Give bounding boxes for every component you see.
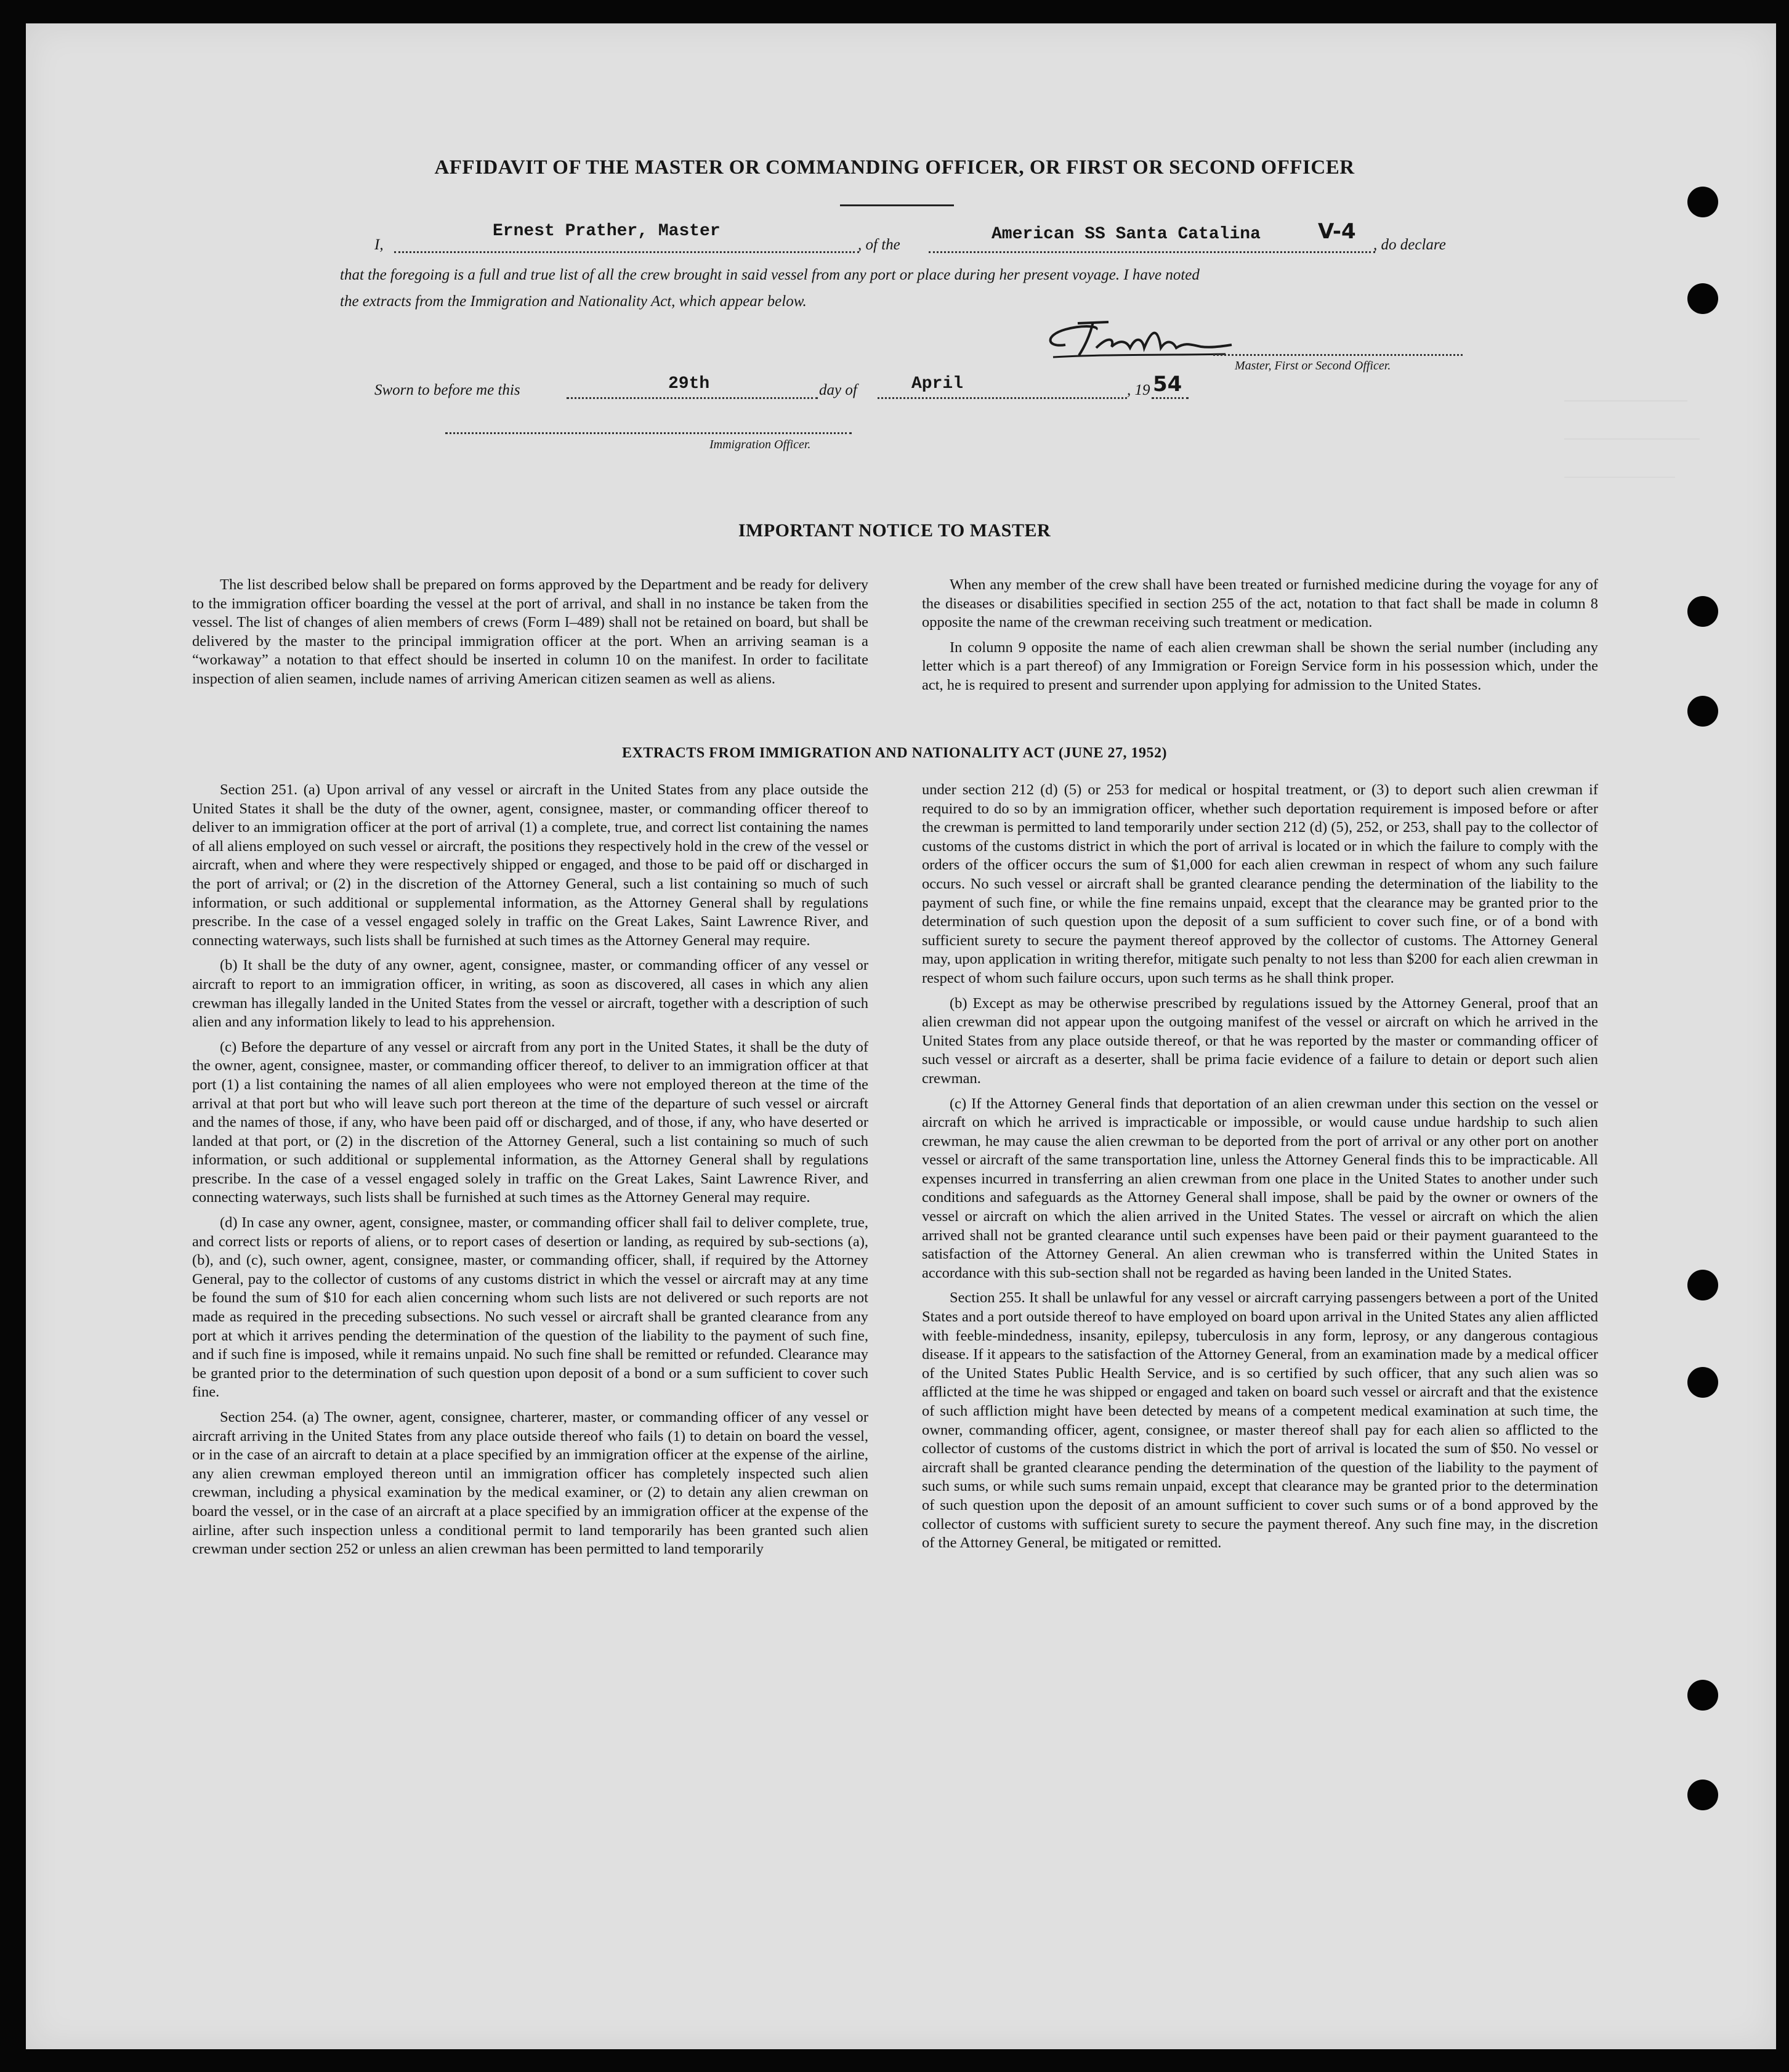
- notice-paragraph: In column 9 opposite the name of each alien crewman shall be shown the serial number (including any letter which is a part thereof) of any Immigration or Foreign Service form in his possession which, under the act, he is required to present and surrender upon applying for admission to the United States.: [922, 639, 1598, 693]
- name-line: [394, 251, 859, 253]
- notice-right-column: [922, 576, 1598, 701]
- punch-hole: [1687, 1680, 1718, 1711]
- sworn-day: 29th: [668, 374, 710, 393]
- declaration-line-2: that the foregoing is a full and true list of all the crew brought in said vessel from any port or place during her present voyage. I have noted: [340, 267, 1200, 283]
- punch-hole: [1687, 596, 1718, 627]
- master-signature: [1041, 311, 1244, 366]
- immigration-officer-line: [445, 432, 852, 434]
- extract-paragraph: (b) It shall be the duty of any owner, agent, consignee, master, or commanding officer of any vessel or aircraft to report to an immigration officer, in writing, as soon as discovered, all cases in which any alien crewman has illegally landed in the United States from the vessel or aircraft, together with a description of such alien and any information likely to lead to his apprehension.: [192, 957, 868, 1031]
- notice-paragraph: The list described below shall be prepared on forms approved by the Department and be ready for delivery to the immigration officer boarding the vessel at the port of arrival, and shall in no instance be taken from the vessel. The list of changes of alien members of crews (Form I–489) shall not be retained on board, but shall be delivered by the master to the principal immigration officer at the port. When an arriving seaman is a “workaway” a notation to that effect should be inserted in column 10 on the manifest. In order to facilitate inspection of alien seamen, include names of arriving American citizen seamen as well as aliens.: [192, 576, 868, 687]
- extract-paragraph: (c) If the Attorney General finds that deportation of an alien crewman under this section on the vessel or aircraft on which he arrived is impracticable or impossible, or would cause undue hardship to such alien crewman, he may cause the alien crewman to be deported from the port of arrival or any other port on another vessel or aircraft of the same transportation line, unless the Attorney General finds this to be impracticable. All expenses incurred in transferring an alien crewman from one place in the United States to another under such conditions and safeguards as the Attorney General shall impose, shall be paid by the owner or owners of the vessel or aircraft on which the alien arrived in the United States. The vessel or aircraft on which the alien arrived shall not be granted clearance until such expenses have been paid or their payment guaranteed to the satisfaction of the Attorney General. An alien crewman who is transferred within the United States in accordance with this sub-section shall not be regarded as having been landed in the United States.: [922, 1095, 1598, 1281]
- extracts-right-column: [922, 781, 1598, 1559]
- sworn-year: 54: [1153, 372, 1182, 397]
- i-label: I,: [374, 236, 384, 253]
- notice-title: IMPORTANT NOTICE TO MASTER: [738, 520, 1051, 541]
- of-the-label: , of the: [858, 236, 900, 253]
- extract-paragraph: (b) Except as may be otherwise prescribed by regulations issued by the Attorney General, proof that an alien crewman did not appear upon the outgoing manifest of the vessel or aircraft on which he arrived in the United States from any place outside thereof, or that he was reported by the master or commanding officer of such vessel or aircraft as a deserter, shall be prima facie evidence of a failure to detain or deport such alien crewman.: [922, 994, 1598, 1087]
- extract-paragraph: Section 251. (a) Upon arrival of any vessel or aircraft in the United States from any place outside the United States it shall be the duty of the owner, agent, consignee, master, or commanding officer thereof to deliver to an immigration officer at the port of arrival (1) a complete, true, and correct list containing the names of all aliens employed on such vessel or aircraft, the positions they respectively hold in the crew of the vessel or aircraft, when and where they were respectively shipped or engaged, and those to be paid off or discharged in the port of arrival; or (2) in the discretion of the Attorney General, such a list containing so much of such information, or such additional or supplemental information, as the Attorney General shall by regulations prescribe. In the case of a vessel engaged solely in traffic on the Great Lakes, Saint Lawrence River, and connecting waterways, such lists shall be furnished at such times as the Attorney General may require.: [192, 781, 868, 949]
- extract-paragraph: Section 254. (a) The owner, agent, consignee, charterer, master, or commanding officer of any vessel or aircraft arriving in the United States from any place outside thereof who fails (1) to detain on board the vessel, or in the case of an aircraft to detain at a place specified by an immigration officer at the expense of the airline, any alien crewman employed thereon until an immigration officer has completely inspected such alien crewman, including a physical examination by the medical examiner, or (2) to detain any alien crewman on board the vessel, or in the case of an aircraft at a place specified by an immigration officer at the expense of the airline, after such inspection unless a conditional permit to land temporarily has been granted such alien crewman under section 252 or unless an alien crewman has been permitted to land temporarily: [192, 1409, 868, 1558]
- voyage-number: V-4: [1318, 219, 1356, 244]
- extract-paragraph: (c) Before the departure of any vessel or aircraft from any port in the United States, it shall be the duty of the owner, agent, consignee, master, or commanding officer thereof, to deliver to an immigration officer at that port (1) a list containing the names of all alien employees who were not employed thereon at the time of the arrival at that port but who will leave such port thereon at the time of the departure of such vessel or aircraft and the names of those, if any, who have been paid off or discharged, and of those, if any, who have deserted or landed at that port, or (2) in the discretion of the Attorney General, such a list containing so much of such information, or such additional or supplemental information, as the Attorney General shall by regulations prescribe. In the case of a vessel engaged solely in traffic on the Great Lakes, Saint Lawrence River, and connecting waterways, such lists shall be furnished at such times as the Attorney General may require.: [192, 1038, 868, 1206]
- immigration-officer-caption: Immigration Officer.: [709, 438, 811, 451]
- vessel-name: American SS Santa Catalina: [991, 225, 1261, 244]
- sworn-month: April: [911, 374, 964, 393]
- extract-paragraph: (d) In case any owner, agent, consignee, master, or commanding officer shall fail to deliver complete, true, and correct lists or reports of aliens, or to report cases of desertion or landing, as required by sub-sections (a), (b), and (c), such owner, agent, consignee, master, or commanding officer, shall, if required by the Attorney General, pay to the collector of customs of any customs district in which the vessel or aircraft may at any time be found the sum of $10 for each alien concerning whom such lists are not delivered or such reports are not made as required in the preceding subsections. No such vessel or aircraft shall be granted clearance from any port at which it arrives pending the determination of the question of the liability to the payment of such fine, and if such fine is imposed, while it remains unpaid. No such fine shall be remitted or refunded. Clearance may be granted prior to the determination of such question upon deposit of a bond or a sum sufficient to cover such fine.: [192, 1214, 868, 1401]
- year-line: [1152, 397, 1189, 399]
- extract-paragraph: under section 212 (d) (5) or 253 for medical or hospital treatment, or (3) to deport such alien crewman if required to do so by an immigration officer, whether such deportation requirement is imposed before or after the crewman is permitted to land temporarily under section 212 (d) (5), 252, or 253, shall pay to the collector of customs of the customs district in which the port of arrival is located or in which the failure to comply with the orders of the officer occurs the sum of $1,000 for each alien crewman in respect of whom any such failure occurs. No such vessel or aircraft shall be granted clearance pending the determination of the liability to the payment of such fine, or while the fine remains unpaid, except that the clearance may be granted prior to the determination of such question upon the deposit of a sum sufficient to cover such fine, or of a bond with sufficient surety to secure the payment thereof approved by the collector of customs. The Attorney General may, upon application in writing therefor, mitigate such penalty to not less than $200 for each alien crewman in respect of whom such failure occurs, upon such terms as he shall think proper.: [922, 781, 1598, 986]
- year-prefix: , 19: [1127, 382, 1150, 398]
- sworn-label: Sworn to before me this: [374, 382, 520, 398]
- punch-hole: [1687, 187, 1718, 217]
- month-line: [878, 397, 1127, 399]
- extract-paragraph: Section 255. It shall be unlawful for any vessel or aircraft carrying passengers between a port of the United States and a port outside thereof to have employed on board upon arrival in the United States any alien afflicted with feeble-mindedness, insanity, epilepsy, tuberculosis in any form, leprosy, or any dangerous contagious disease. If it appears to the satisfaction of the Attorney General, from an examination made by a medical officer of the United States Public Health Service, and is so certified by such officer, that any such alien was so afflicted at the time he was shipped or engaged and taken on board such vessel or aircraft and that the existence of such affliction might have been detected by means of a competent medical examination at such time, the owner, commanding officer, agent, consignee, or master thereof shall pay for each alien so afflicted to the collector of customs of the customs district in which the port of arrival is located the sum of $50. No vessel or aircraft shall be granted clearance pending the determination of the question of the liability to the payment of such sums, or while such sums remain unpaid, except that clearance may be granted prior to the determination of such question upon the deposit of an amount sufficient to cover such sums or of a bond approved by the collector of customs with sufficient surety to secure the payment thereof. Any such fine may, in the discretion of the Attorney General, be mitigated or remitted.: [922, 1289, 1598, 1552]
- declaration-line-3: the extracts from the Immigration and Nationality Act, which appear below.: [340, 293, 807, 310]
- affidavit-title: AFFIDAVIT OF THE MASTER OR COMMANDING OFFICER, OR FIRST OR SECOND OFFICER: [434, 156, 1355, 179]
- signature-line: [1213, 354, 1463, 356]
- punch-hole: [1687, 696, 1718, 727]
- extracts-title: EXTRACTS FROM IMMIGRATION AND NATIONALITY ACT (JUNE 27, 1952): [622, 745, 1167, 761]
- vessel-line: [929, 251, 1375, 253]
- notice-left-column: [192, 576, 868, 695]
- do-declare-label: , do declare: [1373, 236, 1446, 253]
- title-divider: [840, 204, 954, 206]
- day-of-label: day of: [819, 382, 857, 398]
- master-name: Ernest Prather, Master: [493, 222, 721, 241]
- extracts-left-column: [192, 781, 868, 1565]
- punch-hole: [1687, 1270, 1718, 1300]
- notice-paragraph: When any member of the crew shall have been treated or furnished medicine during the voyage for any of the diseases or disabilities specified in section 255 of the act, notation to that fact shall be made in column 8 opposite the name of the crewman receiving such treatment or medication.: [922, 576, 1598, 631]
- punch-hole: [1687, 1780, 1718, 1810]
- signature-caption: Master, First or Second Officer.: [1235, 359, 1391, 373]
- punch-hole: [1687, 1367, 1718, 1398]
- day-line: [567, 397, 818, 399]
- punch-hole: [1687, 283, 1718, 314]
